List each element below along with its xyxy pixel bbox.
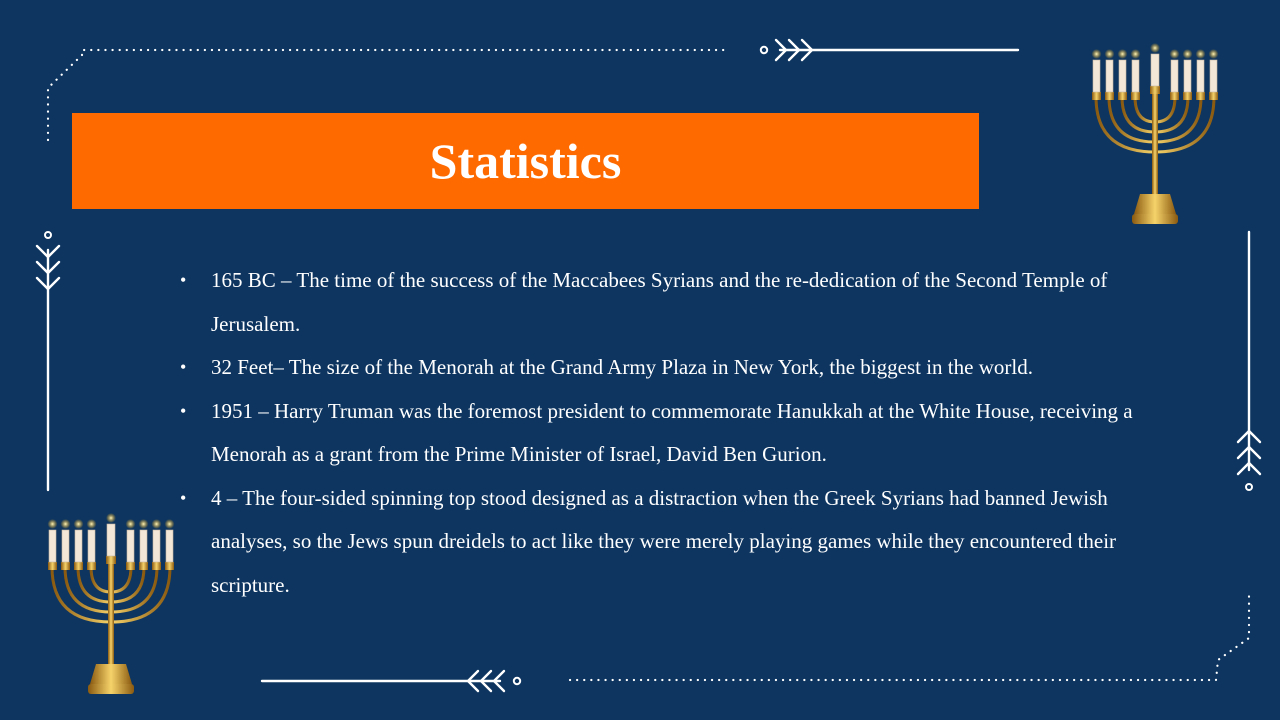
bullet-list — [180, 259, 1180, 607]
slide-title: Statistics — [429, 133, 622, 189]
menorah-icon — [1080, 42, 1230, 230]
top-arrow-dot — [761, 47, 767, 53]
bullet-dot: • — [180, 400, 187, 421]
bullet-dot: • — [180, 357, 187, 377]
bullet-text: 4 – The four-sided spinning top stood designed as a distraction when the Greek Syrians had banned Jewish analyses, so the Jews spun dreidels to act like they were merely playing games while they encountered their scripture. — [211, 485, 1117, 597]
bullet-text: 1951 – Harry Truman was the foremost president to commemorate Hanukkah at the White House, receiving a Menorah as a grant from the Prime Minister of Israel, David Ben Gurion. — [211, 398, 1133, 466]
right-arrow-dot — [1246, 484, 1252, 490]
list-item — [180, 477, 1180, 608]
bullet-dot: • — [180, 487, 187, 508]
bullet-dot: • — [180, 270, 187, 290]
list-item — [180, 390, 1180, 477]
list-item — [180, 259, 1180, 346]
bottom-arrow-dot — [514, 678, 520, 684]
menorah-icon — [36, 512, 186, 700]
left-arrow-dot — [45, 232, 51, 238]
list-item — [180, 346, 1180, 390]
bullet-text: 32 Feet– The size of the Menorah at the Grand Army Plaza in New York, the biggest in the world. — [211, 355, 1033, 379]
bullet-text: 165 BC – The time of the success of the Maccabees Syrians and the re-dedication of the Second Temple of Jerusalem. — [211, 268, 1108, 336]
title-bar — [72, 113, 979, 209]
